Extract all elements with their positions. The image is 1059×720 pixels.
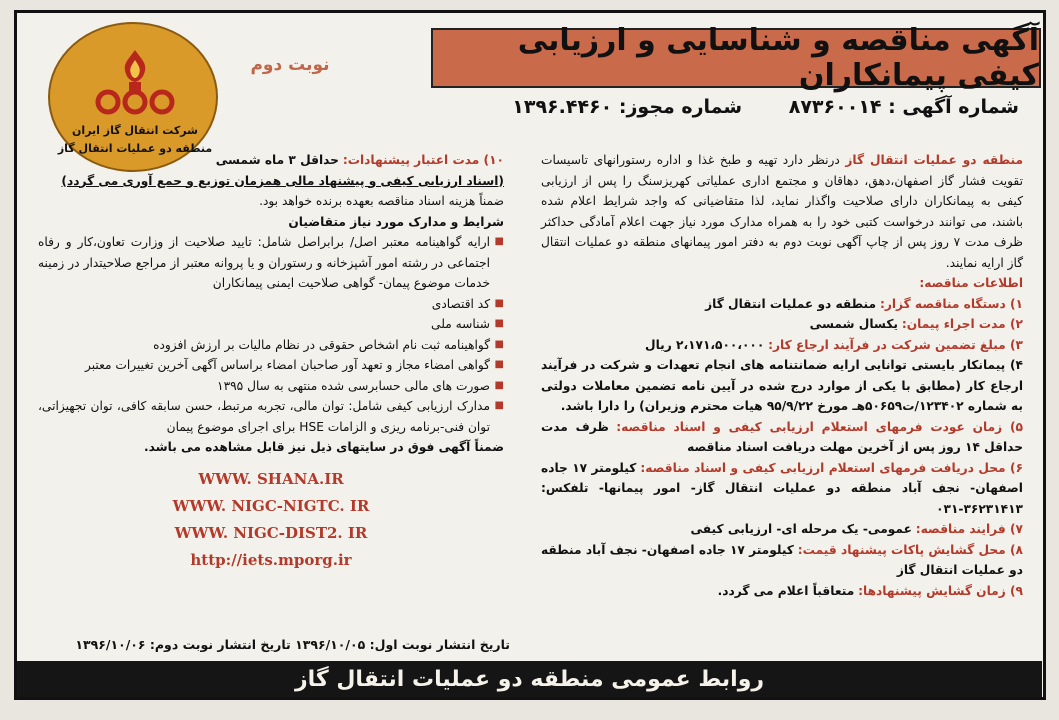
right-column	[541, 150, 1023, 601]
info-heading: اطلاعات مناقصه:	[919, 276, 1023, 290]
tender-item-5: ۵) زمان عودت فرمهای استعلام ارزیابی کیفی و اسناد مناقصه: ظرف مدت حداقل ۱۴ روز پس از آخرین مهلت دریافت اسناد مناقصه	[541, 419, 1023, 454]
left-column	[38, 150, 504, 574]
intro-paragraph	[541, 150, 1023, 273]
ad-number-row	[339, 96, 1019, 118]
requirement-item: ■ صورت های مالی حسابرسی شده منتهی به سال ۱۳۹۵	[38, 376, 504, 397]
requirements-list	[38, 232, 504, 437]
tender-item-1: ۱) دستگاه مناقصه گزار: منطقه دو عملیات انتقال گاز	[705, 296, 1023, 311]
url-link: WWW. NIGC-NIGTC. IR	[172, 496, 370, 515]
flame-logo-icon	[90, 46, 180, 116]
second-run-label: نوبت دوم	[250, 55, 330, 75]
tender-item-4: ۴) پیمانکار بایستی توانایی ارایه ضمانتنامه های انجام تعهدات و شرکت در فرآیند ارجاع کار (مطابق با یکی از موارد درج شده در آیین نامه تضمین معاملات دولتی به شماره ۱۲۳۴۰۲/ت۵۰۶۵۹هـ مورخ ۹۵/۹/۲۲ هیات محترم وزیران) را دارا باشد.	[541, 358, 1023, 413]
url-link: WWW. SHANA.IR	[198, 469, 344, 488]
tender-item-9: ۹) زمان گشایش پیشنهادها: متعاقباً اعلام می گردد.	[717, 583, 1023, 598]
intro-org: منطقه دو عملیات انتقال گاز	[845, 153, 1023, 167]
requirement-item: ■ ارایه گواهینامه معتبر اصل/ برابراصل شامل: تایید صلاحیت از وزارت تعاون،کار و رفاه اجتماعی در رشته امور آشپزخانه و رستوران و یا پروانه معتبر از مراجع صلاحیتدار در زمینه خدمات موضوع پیمان- گواهی صلاحیت ایمنی پیمانکاران	[38, 232, 504, 294]
url-link: WWW. NIGC-DIST2. IR	[174, 523, 368, 542]
sites-note: ضمناً آگهی فوق در سایتهای ذیل نیز قابل مشاهده می باشد.	[143, 440, 504, 454]
docs-note: (اسناد ارزیابی کیفی و پیشنهاد مالی همزمان توزیع و جمع آوری می گردد)	[61, 173, 504, 188]
page-title: آگهی مناقصه و شناسایی و ارزیابی کیفی پیمانکاران	[431, 28, 1041, 88]
requirements-heading: شرایط و مدارک مورد نیاز متقاضیان	[288, 214, 504, 229]
permit-number: شماره مجوز: ۱۳۹۶.۴۴۶۰	[512, 96, 743, 118]
requirement-item: ■ گواهینامه ثبت نام اشخاص حقوقی در نظام مالیات بر ارزش افزوده	[38, 335, 504, 356]
tender-item-7: ۷) فرایند مناقصه: عمومی- یک مرحله ای- ارزیابی کیفی	[690, 522, 1023, 536]
logo-line-2: منطقه دو عملیات انتقال گاز	[57, 142, 213, 155]
requirement-item: ■ مدارک ارزیابی کیفی شامل: توان مالی، تجربه مرتبط، حسن سابقه کافی، توان تجهیزاتی، توان فنی-برنامه ریزی و الزامات HSE برای اجرای موضوع پیمان	[38, 396, 504, 437]
tender-item-6: ۶) محل دریافت فرمهای استعلام ارزیابی کیفی و اسناد مناقصه: کیلومتر ۱۷ جاده اصفهان- نجف آباد منطقه دو عملیات انتقال گاز- امور پیمانها- تلفکس: ۳۶۲۳۱۴۱۳-۰۳۱	[541, 460, 1024, 516]
url-list	[38, 466, 504, 574]
requirement-item: ■ شناسه ملی	[38, 314, 504, 335]
cost-note: ضمناً هزینه اسناد مناقصه بعهده برنده خواهد بود.	[259, 194, 504, 208]
tender-item-3: ۳) مبلغ تضمین شرکت در فرآیند ارجاع کار: ۲،۱۷۱،۵۰۰،۰۰۰ ریال	[645, 337, 1023, 352]
tender-item-10: ۱۰) مدت اعتبار پیشنهادات: حداقل ۳ ماه شمسی	[215, 153, 504, 167]
intro-text: درنظر دارد تهیه و طبخ غذا و اداره رستورانهای تاسیسات تقویت فشار گاز اصفهان،دهق، دهاقان و مجتمع اداری عملیاتی کهریزسنگ را پس از ارزیابی کیفی به پیمانکاران دارای صلاحیت واگذار نماید، لذا متقاضیانی که واجد شرایط اعلام شده باشند، می توانند درخواست کتبی خود را به همراه مدارک مورد نیاز جهت اعلام آمادگی حداکثر ظرف مدت ۷ روز پس از چاپ آگهی نوبت دوم به دفتر امور پیمانهای منطقه دو عملیات انتقال گاز ارایه نمایند.	[541, 153, 1023, 270]
url-link: http://iets.mporg.ir	[190, 550, 352, 569]
tender-item-8: ۸) محل گشایش پاکات پیشنهاد قیمت: کیلومتر ۱۷ جاده اصفهان- نجف آباد منطقه دو عملیات انتقال گاز	[541, 542, 1023, 577]
footer-banner: روابط عمومی منطقه دو عملیات انتقال گاز	[17, 661, 1042, 697]
requirement-item: ■ گواهی امضاء مجاز و تعهد آور صاحبان امضاء براساس آگهی آخرین تغییرات معتبر	[38, 355, 504, 376]
publication-dates: تاریخ انتشار نوبت اول: ۱۳۹۶/۱۰/۰۵ تاریخ انتشار نوبت دوم: ۱۳۹۶/۱۰/۰۶	[75, 637, 510, 652]
tender-item-2: ۲) مدت اجراء پیمان: یکسال شمسی	[809, 317, 1023, 331]
ad-number: شماره آگهی : ۸۷۳۶۰۰۱۴	[788, 96, 1019, 118]
requirement-item: ■ کد اقتصادی	[38, 294, 504, 315]
logo-line-1: شرکت انتقال گاز ایران	[72, 124, 198, 137]
